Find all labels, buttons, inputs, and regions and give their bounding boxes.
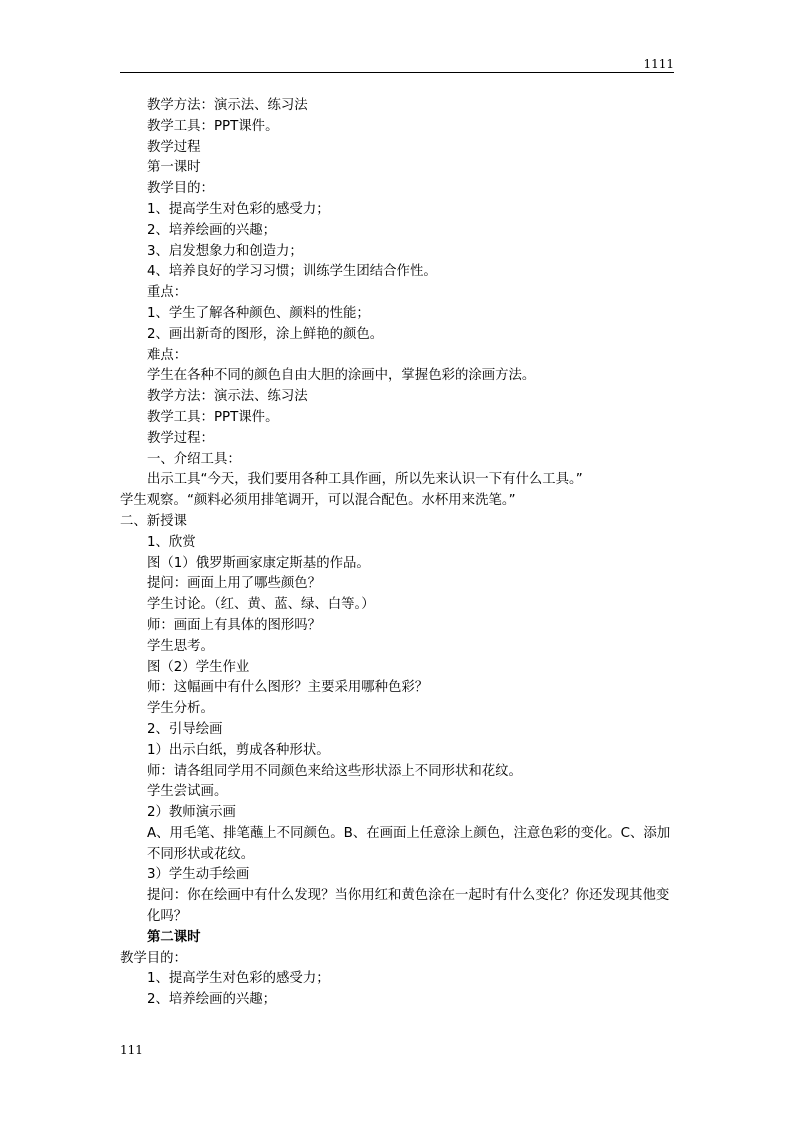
text-line: 学生观察。“颜料必须用排笔调开，可以混合配色。水杯用来洗笔。” — [120, 493, 516, 509]
text-line: 1、欣赏 — [147, 534, 196, 550]
text-line: 师：画面上有具体的图形吗？ — [147, 617, 322, 633]
text-line: 学生思考。 — [147, 638, 214, 654]
text-line: 出示工具“今天，我们要用各种工具作画，所以先来认识一下有什么工具。” — [147, 472, 583, 488]
text-line: 1）出示白纸，剪成各种形状。 — [147, 742, 330, 758]
text-line: 图（1）俄罗斯画家康定斯基的作品。 — [147, 555, 370, 571]
text-line: 提问：画面上用了哪些颜色？ — [147, 576, 322, 592]
text-line: 学生分析。 — [147, 701, 214, 717]
text-line: 2）教师演示画 — [147, 805, 236, 821]
text-line: 教学工具：PPT课件。 — [147, 118, 279, 134]
text-line: 1、学生了解各种颜色、颜料的性能； — [147, 305, 370, 321]
text-line: 教学过程： — [147, 430, 214, 446]
section-heading: 第二课时 — [147, 929, 201, 945]
header-page-number: 1111 — [643, 57, 674, 71]
text-line: A、用毛笔、排笔蘸上不同颜色。B、在画面上任意涂上颜色，注意色彩的变化。C、添加不同形状或花纹。 — [147, 825, 671, 862]
text-line: 师：请各组同学用不同颜色来给这些形状添上不同形状和花纹。 — [147, 763, 522, 779]
text-line: 学生尝试画。 — [147, 784, 228, 800]
document-body — [120, 96, 675, 1011]
text-line: 4、培养良好的学习习惯；训练学生团结合作性。 — [147, 264, 437, 280]
text-line: 教学目的： — [147, 181, 214, 197]
text-line: 教学目的： — [120, 950, 187, 966]
text-line: 教学过程 — [147, 139, 201, 155]
text-line: 2、培养绘画的兴趣； — [147, 222, 277, 238]
text-line: 学生在各种不同的颜色自由大胆的涂画中，掌握色彩的涂画方法。 — [147, 368, 536, 384]
text-line: 2、培养绘画的兴趣； — [147, 992, 277, 1008]
text-line: 1、提高学生对色彩的感受力； — [147, 201, 330, 217]
text-line: 学生讨论。（红、黄、蓝、绿、白等。） — [147, 597, 375, 613]
text-line: 二、新授课 — [120, 513, 187, 529]
text-line: 2、画出新奇的图形，涂上鲜艳的颜色。 — [147, 326, 384, 342]
text-line: 难点： — [147, 347, 188, 363]
text-line: 2、引导绘画 — [147, 721, 223, 737]
text-line: 教学方法：演示法、练习法 — [147, 389, 308, 405]
text-line: 重点： — [147, 285, 188, 301]
text-line: 师：这幅画中有什么图形？主要采用哪种色彩？ — [147, 680, 429, 696]
header-divider — [120, 72, 674, 73]
text-line: 教学工具：PPT课件。 — [147, 409, 279, 425]
text-line: 图（2）学生作业 — [147, 659, 250, 675]
text-line: 教学方法：演示法、练习法 — [147, 98, 308, 113]
text-line: 3、启发想象力和创造力； — [147, 243, 303, 259]
text-line: 第一课时 — [147, 160, 201, 176]
text-line: 一、介绍工具： — [147, 451, 241, 467]
text-line: 3）学生动手绘画 — [147, 867, 250, 883]
text-line: 提问：你在绘画中有什么发现？当你用红和黄色涂在一起时有什么变化？你还发现其他变化吗？ — [147, 888, 670, 925]
text-line: 1、提高学生对色彩的感受力； — [147, 971, 330, 987]
footer-page-number: 111 — [120, 1043, 143, 1057]
